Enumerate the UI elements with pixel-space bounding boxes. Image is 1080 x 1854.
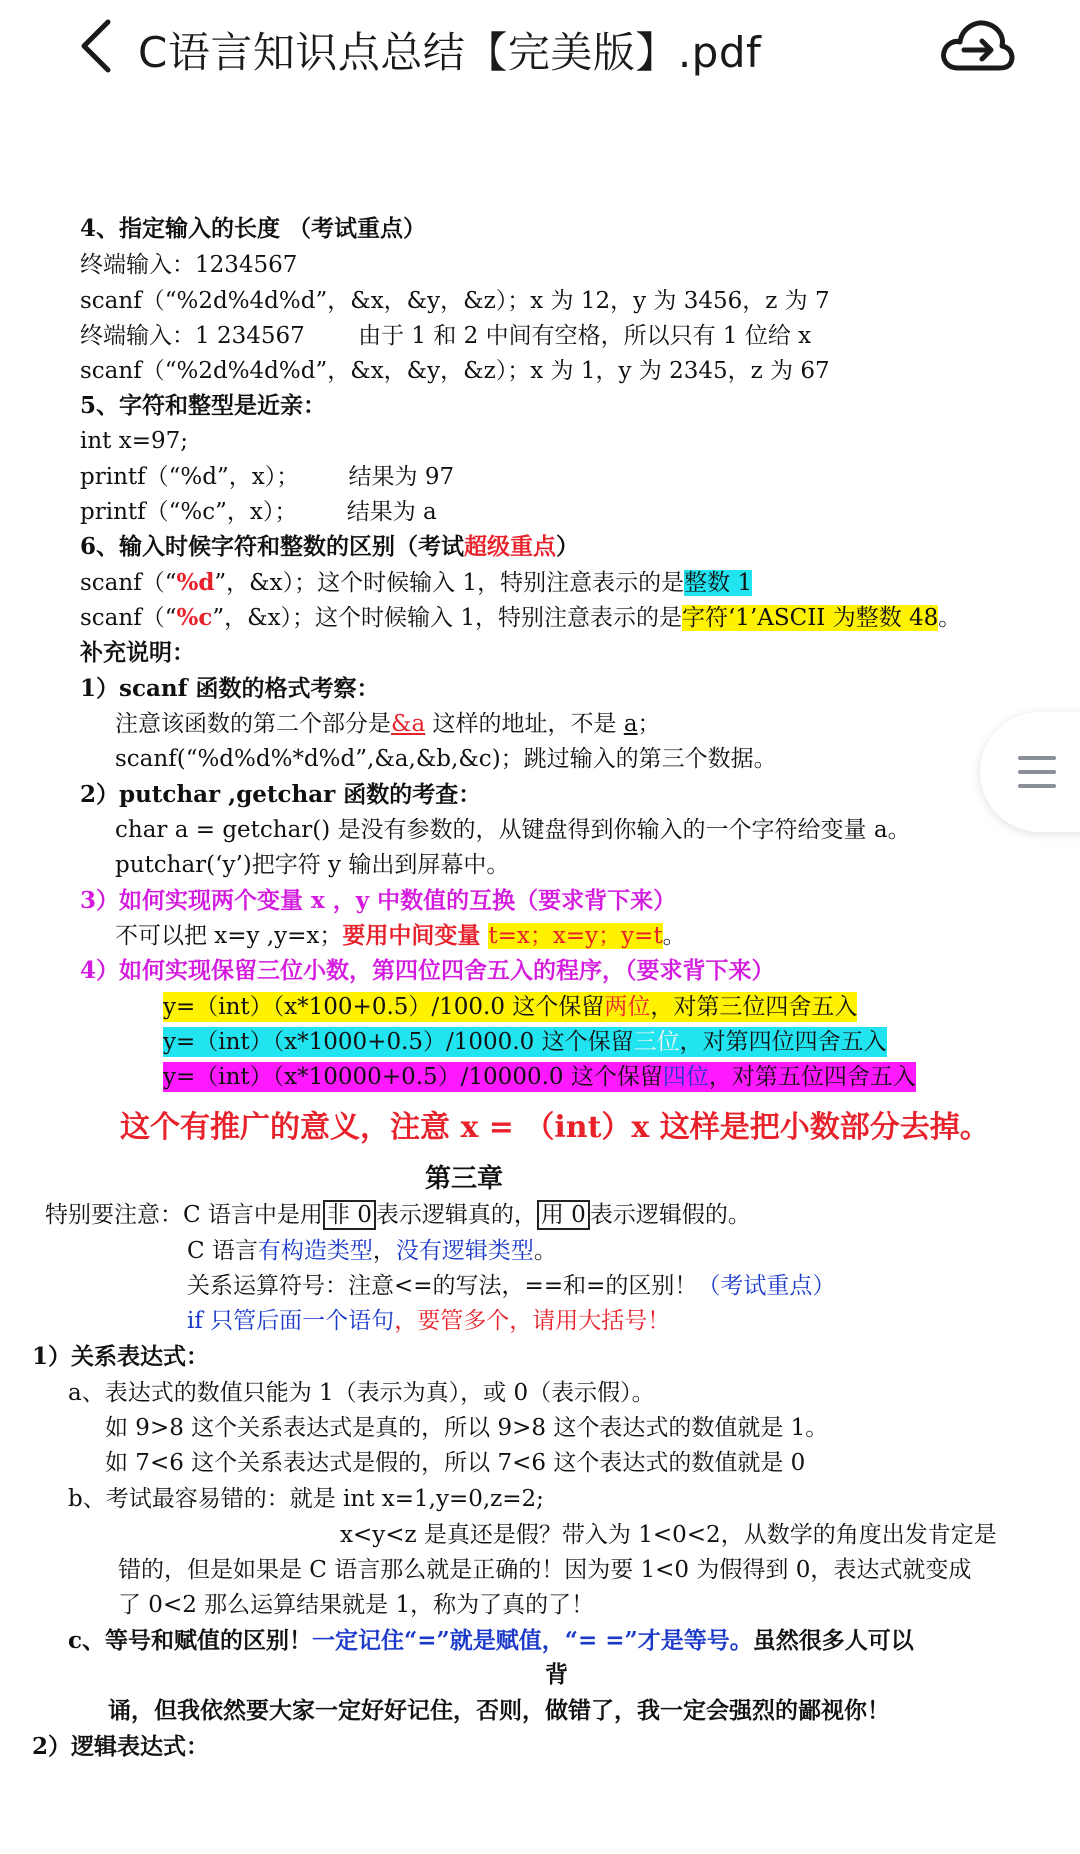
- sup3-title: 3）如何实现两个变量 x ，y 中数值的互换（要求背下来）: [80, 887, 677, 914]
- s6-line-2: scanf（“%c”，&x）；这个时候输入 1，特别注意表示的是字符‘1’ASCII 为整数 48。: [80, 604, 962, 631]
- supplement-title: 补充说明：: [80, 639, 195, 666]
- relational-title: 1）关系表达式：: [32, 1343, 210, 1370]
- rel-b-2: 错的，但是如果是 C 语言那么就是正确的！因为要 1<0 为假得到 0，表达式就变成: [118, 1557, 972, 1583]
- s5-title: 5、字符和整型是近亲：: [80, 392, 327, 419]
- sup2-line-1: char a = getchar() 是没有参数的，从键盘得到你输入的一个字符给变量 a。: [115, 817, 911, 843]
- ch3-line-1: 特别要注意：C 语言中是用 非 0 表示逻辑真的， 用 0 表示逻辑假的。: [45, 1202, 751, 1228]
- logical-title: 2）逻辑表达式：: [32, 1733, 210, 1760]
- rel-a-2: 如 7<6 这个关系表达式是假的，所以 7<6 这个表达式的数值就是 0: [105, 1450, 806, 1476]
- rel-b-1: x<y<z 是真还是假？带入为 1<0<2，从数学的角度出发肯定是: [340, 1522, 997, 1548]
- rel-a-1: 如 9>8 这个关系表达式是真的，所以 9>8 这个表达式的数值就是 1。: [105, 1415, 829, 1441]
- ch3-line-4: if 只管后面一个语句，要管多个，请用大括号！: [187, 1308, 671, 1334]
- s6-line-1: scanf（“%d”，&x）；这个时候输入 1，特别注意表示的是整数 1: [80, 569, 753, 596]
- sup2-line-2: putchar(‘y’)把字符 y 输出到屏幕中。: [115, 852, 510, 878]
- sup1-title: 1）scanf 函数的格式考察：: [80, 675, 380, 702]
- round-formula-1: y=（int）（x*100+0.5）/100.0 这个保留两位，对第三位四舍五入: [163, 994, 858, 1020]
- rel-c-wrap: 背: [545, 1661, 568, 1688]
- s4-line-3: 终端输入：1 234567 由于 1 和 2 中间有空格，所以只有 1 位给 x: [80, 323, 812, 349]
- sup2-title: 2）putchar ,getchar 函数的考查：: [80, 781, 482, 808]
- rel-b-3: 了 0<2 那么运算结果就是 1，称为了真的了！: [118, 1592, 595, 1618]
- chapter-3-title: 第三章: [425, 1164, 504, 1194]
- s5-line-3: printf（“%c”，x）； 结果为 a: [80, 499, 437, 525]
- s4-line-2: scanf（“%2d%4d%d”，&x，&y，&z）；x 为 12，y 为 3456，z 为 7: [80, 288, 830, 314]
- s4-line-4: scanf（“%2d%4d%d”，&x，&y，&z）；x 为 1，y 为 2345，z 为 67: [80, 358, 830, 384]
- s6-title: 6、输入时候字符和整数的区别（考试超级重点）: [80, 533, 580, 560]
- rel-c-2: 诵，但我依然要大家一定好好记住，否则，做错了，我一定会强烈的鄙视你！: [108, 1697, 890, 1724]
- rel-a: a、表达式的数值只能为 1（表示为真），或 0（表示假）。: [68, 1380, 655, 1406]
- note-line: 这个有推广的意义，注意 x = （int）x 这样是把小数部分去掉。: [120, 1110, 990, 1145]
- sup4-title: 4）如何实现保留三位小数，第四位四舍五入的程序，（要求背下来）: [80, 957, 775, 984]
- sup1-line-2: scanf(“%d%d%*d%d”,&a,&b,&c)；跳过输入的第三个数据。: [115, 746, 777, 772]
- s4-title: 4、指定输入的长度 （考试重点）: [80, 215, 427, 242]
- rel-c: c、等号和赋值的区别！一定记住“=”就是赋值，“= =”才是等号。虽然很多人可以: [68, 1627, 914, 1654]
- s4-line-1: 终端输入：1234567: [80, 252, 298, 278]
- ch3-line-3: 关系运算符号：注意<=的写法，==和=的区别！（考试重点）: [187, 1273, 836, 1299]
- sup3-line-1: 不可以把 x=y ,y=x；要用中间变量 t=x；x=y；y=t。: [115, 922, 686, 949]
- ch3-line-2: C 语言有构造类型，没有逻辑类型。: [187, 1238, 557, 1264]
- round-formula-2: y=（int）（x*1000+0.5）/1000.0 这个保留三位，对第四位四舍五入: [163, 1029, 887, 1055]
- s5-line-2: printf（“%d”，x）； 结果为 97: [80, 464, 455, 490]
- rel-b: b、考试最容易错的：就是 int x=1,y=0,z=2;: [68, 1486, 544, 1512]
- document-title: C语言知识点总结【完美版】.pdf: [138, 28, 762, 77]
- sup1-line-1: 注意该函数的第二个部分是&a 这样的地址，不是 a；: [115, 711, 661, 737]
- s5-line-1: int x=97;: [80, 428, 188, 454]
- round-formula-3: y=（int）（x*10000+0.5）/10000.0 这个保留四位，对第五位四舍五入: [163, 1064, 916, 1090]
